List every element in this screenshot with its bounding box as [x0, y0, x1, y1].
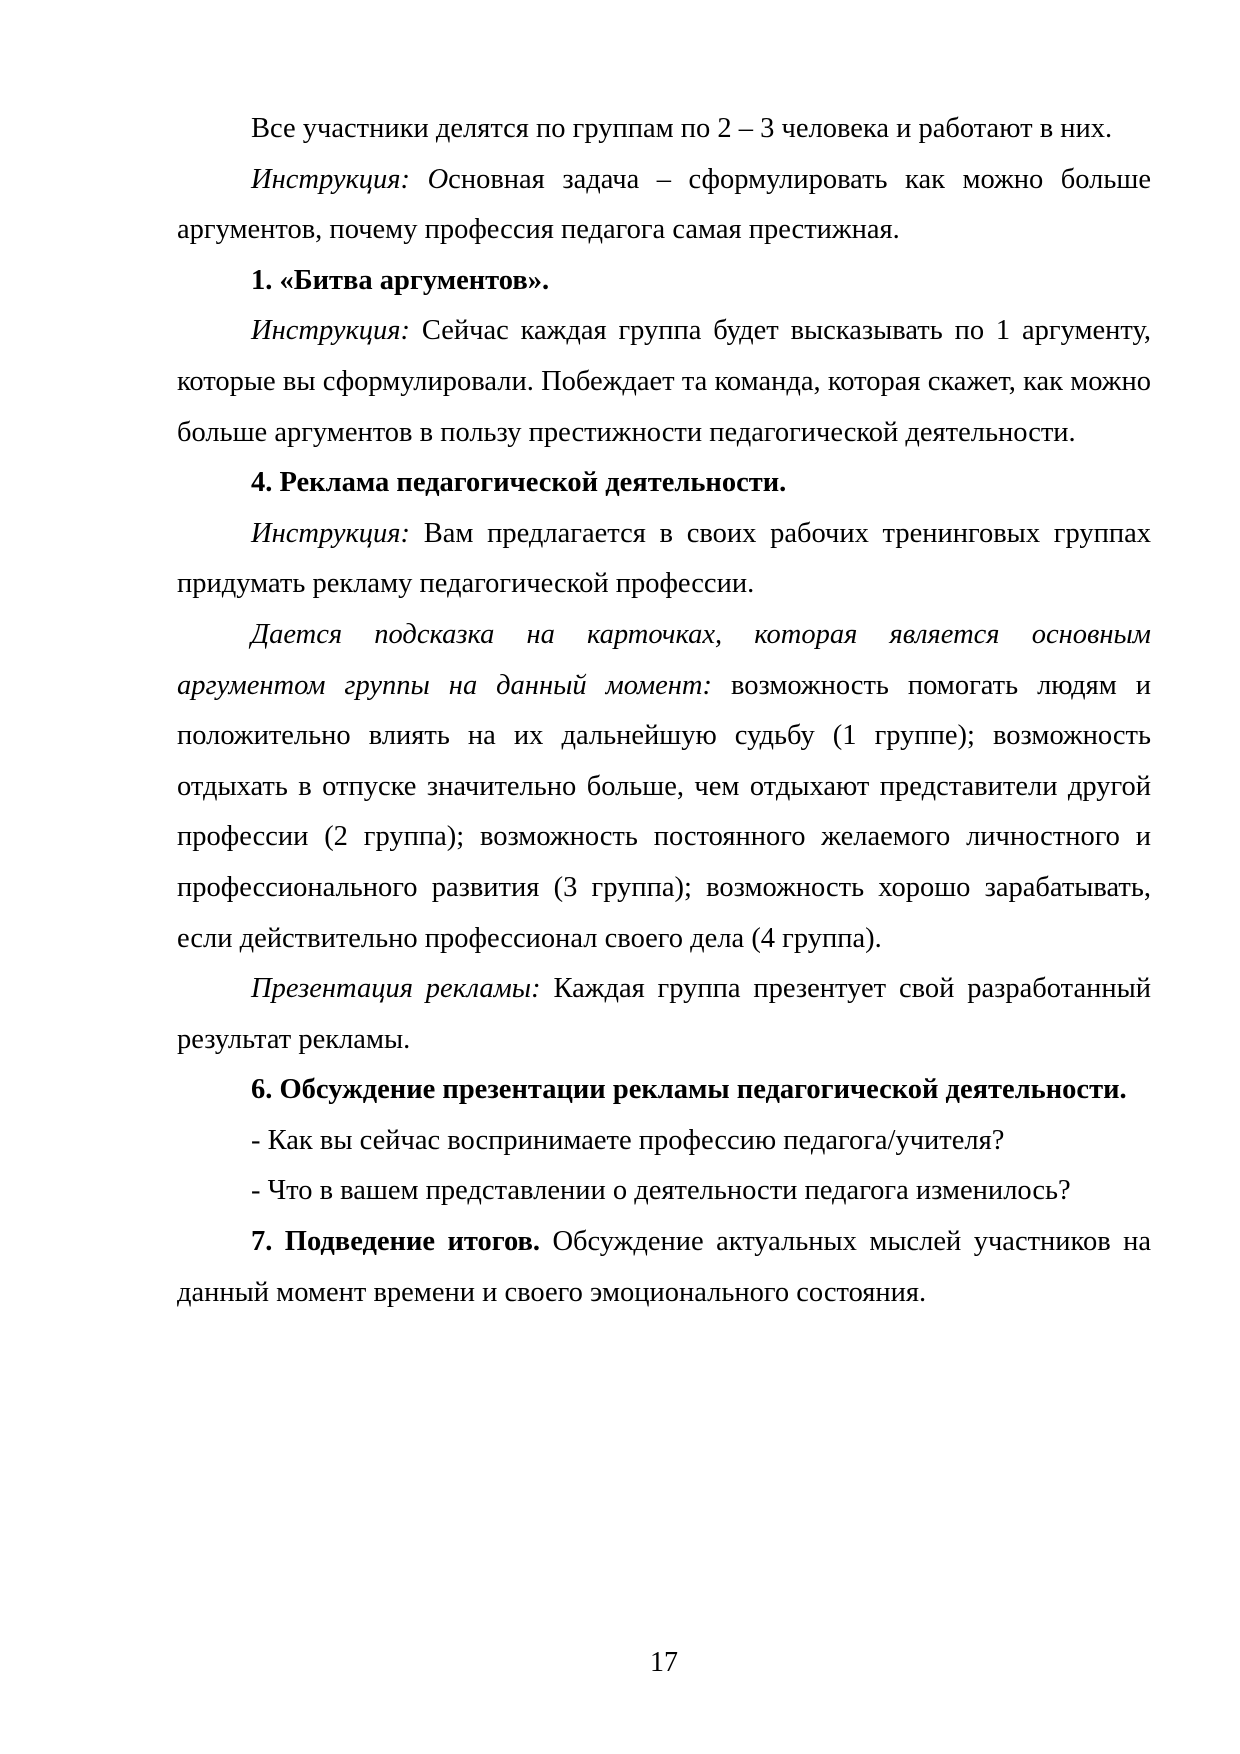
heading-battle-of-arguments [177, 256, 1151, 307]
text-run: 6. Обсуждение презентации рекламы педагогической деятельности. [251, 1074, 1127, 1106]
text-run: Инструкция: [251, 517, 411, 549]
text-run: - Как вы сейчас воспринимаете профессию педагога/учителя? [251, 1124, 1005, 1156]
text-run: Каждая группа презентует свой разработанный результат рекламы. [177, 973, 1152, 1055]
document-body [177, 104, 1151, 1318]
heading-advertising [177, 458, 1151, 509]
paragraph-instruction-advertising [177, 509, 1151, 610]
text-run: 7. Подведение итогов. [251, 1226, 541, 1258]
paragraph-hint-cards [177, 610, 1151, 964]
text-run: Обсуждение актуальных мыслей участников на данный момент времени и своего эмоционального состояния. [177, 1226, 1151, 1308]
paragraph-summary [177, 1217, 1151, 1318]
text-run: - Что в вашем представлении о деятельности педагога изменилось? [251, 1175, 1071, 1207]
page-number: 17 [650, 1647, 678, 1678]
heading-discussion [177, 1065, 1151, 1116]
text-run: Инструкция: [251, 315, 411, 347]
text-run: Дается подсказка на карточках, которая является основным аргументом группы на данный момент: [177, 618, 1151, 701]
paragraph-instruction-main-task [177, 155, 1151, 256]
text-run: Вам предлагается в своих рабочих тренинговых группах придумать рекламу педагогической профессии. [177, 517, 1151, 600]
text-run: сновная задача – сформулировать как можно больше аргументов, почему профессия педагога самая престижная. [177, 163, 1151, 246]
paragraph-instruction-battle [177, 306, 1151, 458]
text-run: Все участники делятся по группам по 2 – 3 человека и работают в них. [251, 113, 1113, 144]
text-run: 4. Реклама педагогической деятельности. [251, 467, 787, 499]
text-run: Презентация рекламы: [251, 973, 541, 1005]
paragraph-advert-presentation [177, 964, 1151, 1065]
text-run: возможность помогать людям и положительно влиять на их дальнейшую судьбу (1 группе); возможность отдыхать в отпуске значительно больше, чем отдыхают представители другой профессии (2 группа); возможность постоянного желаемого личностного и профессионального развития (3 группа); возможность хорошо зарабатывать, если действительно профессионал своего дела (4 группа). [177, 669, 1151, 954]
paragraph-question-2 [177, 1166, 1151, 1217]
paragraph-groups [177, 104, 1151, 155]
text-run: Сейчас каждая группа будет высказывать по 1 аргументу, которые вы сформулировали. Побеждает та команда, которая скажет, как можно больше аргументов в пользу престижности педагогической деятельности. [177, 315, 1151, 448]
text-run: 1. «Битва аргументов». [251, 264, 550, 296]
text-run: Инструкция: О [251, 163, 449, 195]
paragraph-question-1 [177, 1116, 1151, 1167]
